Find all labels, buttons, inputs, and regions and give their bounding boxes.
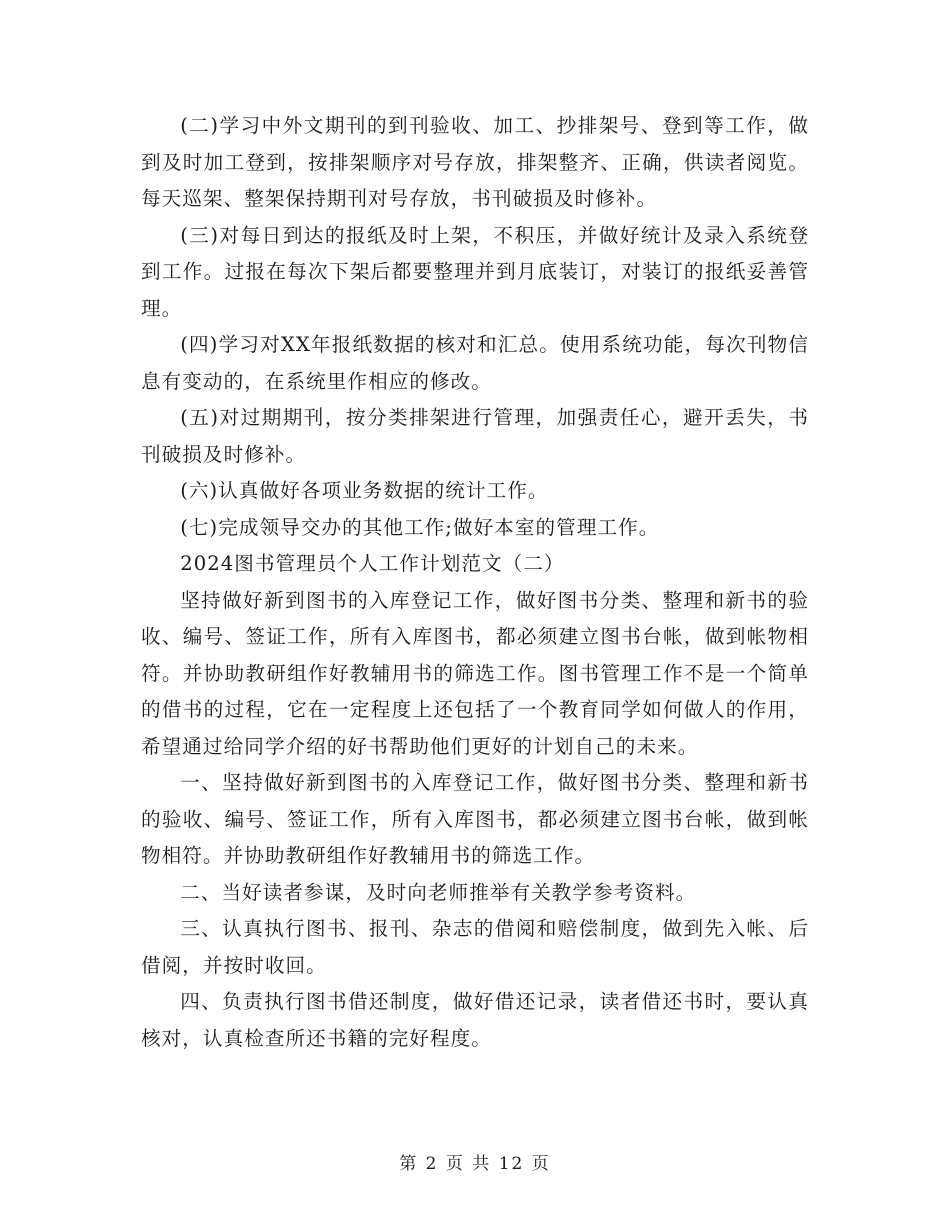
paragraph-expired-periodicals: (五)对过期期刊，按分类排架进行管理，加强责任心，避开丢失，书刊破损及时修补。	[141, 406, 809, 466]
page-number-footer: 第 2 页 共 12 页	[399, 1154, 551, 1174]
paragraph-other-work: (七)完成领导交办的其他工作;做好本室的管理工作。	[180, 515, 660, 539]
section-heading: 2024图书管理员个人工作计划范文（二）	[180, 552, 565, 575]
paragraph-item-2: 二、当好读者参谋，及时向老师推举有关教学参考资料。	[180, 880, 697, 904]
paragraph-data-check: (四)学习对XX年报纸数据的核对和汇总。使用系统功能，每次刊物信息有变动的，在系统里作相应的修改。	[141, 333, 809, 393]
paragraph-intro: 坚持做好新到图书的入库登记工作，做好图书分类、整理和新书的验收、编号、签证工作，所有入库图书，都必须建立图书台帐，做到帐物相符。并协助教研组作好教辅用书的筛选工作。图书管理工作不是一个简单的借书的过程，它在一定程度上还包括了一个教育同学如何做人的作用，希望通过给同学介绍的好书帮助他们更好的计划自己的未来。	[141, 588, 809, 758]
paragraph-item-4: 四、负责执行图书借还制度，做好借还记录，读者借还书时，要认真核对，认真检查所还书籍的完好程度。	[141, 990, 809, 1050]
paragraph-periodicals: (二)学习中外文期刊的到刊验收、加工、抄排架号、登到等工作，做到及时加工登到，按排架顺序对号存放，排架整齐、正确，供读者阅览。每天巡架、整架保持期刊对号存放，书刊破损及时修补。	[141, 114, 809, 210]
paragraph-item-3: 三、认真执行图书、报刊、杂志的借阅和赔偿制度，做到先入帐、后借阅，并按时收回。	[141, 917, 809, 977]
paragraph-newspapers: (三)对每日到达的报纸及时上架，不积压，并做好统计及录入系统登到工作。过报在每次下架后都要整理并到月底装订，对装订的报纸妥善管理。	[141, 223, 809, 320]
paragraph-item-1: 一、坚持做好新到图书的入库登记工作，做好图书分类、整理和新书的验收、编号、签证工作，所有入库图书，都必须建立图书台帐，做到帐物相符。并协助教研组作好教辅用书的筛选工作。	[141, 771, 809, 867]
document-body	[141, 108, 809, 1057]
paragraph-statistics: (六)认真做好各项业务数据的统计工作。	[180, 479, 549, 502]
